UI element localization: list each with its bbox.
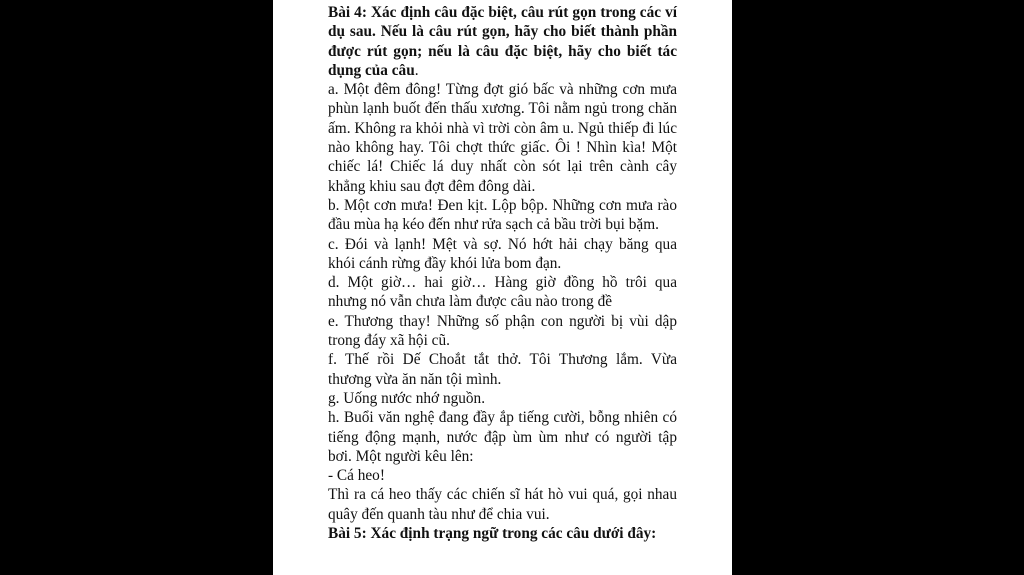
exercise-item-a: a. Một đêm đông! Từng đợt gió bấc và những cơn mưa phùn lạnh buốt đến thấu xương. Tôi nằm ngủ trong chăn ấm. Không ra khỏi nhà vì trời còn âm u. Ngủ thiếp đi lúc nào không hay. Tôi chợt thức giấc. Ôi ! Nhìn kìa! Một chiếc lá! Chiếc lá duy nhất còn sót lại trên cành cây khẳng khiu sau đợt đêm đông dài. [328,81,677,195]
exercise-4-heading [328,3,677,80]
exercise-4-heading-end: . [414,61,419,79]
exercise-4-heading-text: Bài 4: Xác định câu đặc biệt, câu rút gọn trong các ví dụ sau. Nếu là câu rút gọn, hãy cho biết thành phần được rút gọn; nếu là câu đặc biệt, hãy cho biết tác dụng của câu [328,4,677,79]
exercise-item-h: h. Buổi văn nghệ đang đầy ắp tiếng cười, bỗng nhiên có tiếng động mạnh, nước đập ùm ùm như có người tập bơi. Một người kêu lên: [328,409,677,465]
page-content [328,3,677,543]
exercise-item-g: g. Uống nước nhớ nguồn. [328,389,486,407]
exercise-item-c: c. Đói và lạnh! Mệt và sợ. Nó hớt hải chạy băng qua khói cánh rừng đầy khói lửa bom đạn. [328,235,677,272]
document-page [273,0,732,575]
exercise-item-d: d. Một giờ… hai giờ… Hàng giờ đồng hồ trôi qua nhưng nó vẫn chưa làm được câu nào trong đề [328,274,677,311]
exercise-item-h-dialogue: - Cá heo! [328,467,385,485]
exercise-5-heading: Bài 5: Xác định trạng ngữ trong các câu dưới đây: [328,525,657,543]
exercise-item-e: e. Thương thay! Những số phận con người bị vùi dập trong đáy xã hội cũ. [328,312,677,350]
exercise-item-f: f. Thế rồi Dế Choắt tắt thở. Tôi Thương lắm. Vừa thương vừa ăn năn tội mình. [328,351,677,388]
exercise-item-b: b. Một cơn mưa! Đen kịt. Lộp bộp. Những cơn mưa rào đầu mùa hạ kéo đến như rửa sạch cả bầu trời bụi bặm. [328,196,677,234]
exercise-item-h-conclusion: Thì ra cá heo thấy các chiến sĩ hát hò vui quá, gọi nhau quây đến quanh tàu như để chia vui. [328,486,677,523]
